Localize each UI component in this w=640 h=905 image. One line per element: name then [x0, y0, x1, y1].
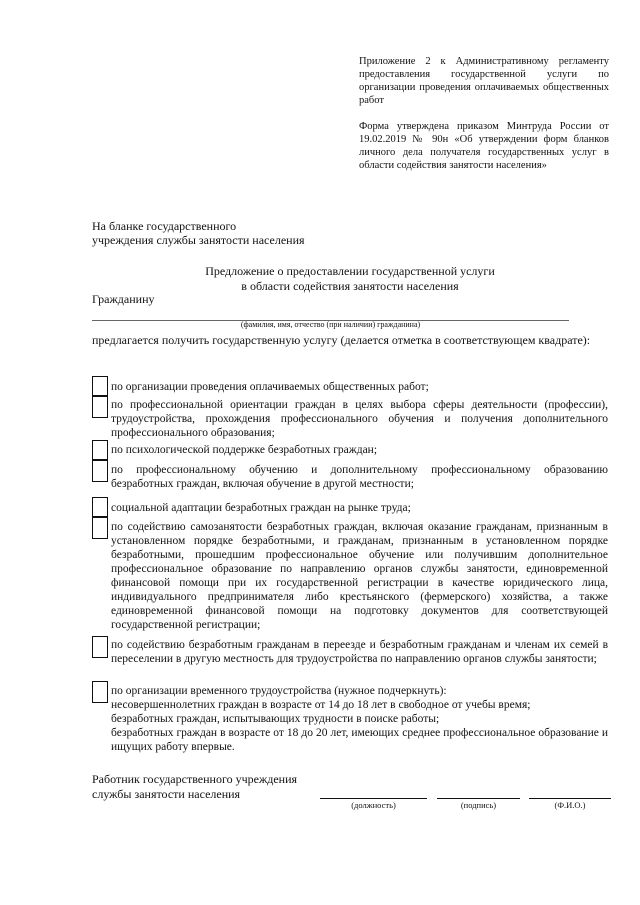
option-text-1: по организации проведения оплачиваемых общественных работ; — [111, 381, 429, 393]
worker-line-1: Работник государственного учреждения — [92, 772, 298, 786]
position-field[interactable] — [320, 798, 427, 799]
letterhead-note — [92, 219, 305, 247]
appendix-note: Приложение 2 к Административному регламенту предоставления государственной услуги по организации проведения оплачиваемых общественных работ — [359, 56, 609, 106]
form-approval-note: Форма утверждена приказом Минтруда России от 19.02.2019 № 90н «Об утверждении форм бланков личного дела получателя государственных услуг в области содействия занятости населения» — [359, 121, 609, 171]
fio-caption: (Ф.И.О.) — [554, 800, 586, 810]
offer-text: предлагается получить государственную услугу (делается отметка в соответствующем квадрате): — [92, 333, 591, 347]
worker-line-2: службы занятости населения — [92, 787, 241, 801]
option-checkbox-7[interactable] — [92, 636, 108, 658]
option-checkbox-6[interactable] — [92, 517, 108, 539]
option-checkbox-3[interactable] — [92, 440, 108, 460]
option-checkbox-1[interactable] — [92, 376, 108, 396]
option-text-8: по организации временного трудоустройства (нужное подчеркнуть): — [111, 685, 447, 697]
option-text-4: по профессиональному обучению и дополнительному профессиональному образованию безработных граждан, включая обучение в другой местности; — [111, 464, 608, 490]
temp-employment-sub-2: безработных граждан, испытывающих трудности в поиске работы; — [111, 713, 440, 725]
signature-caption: (подпись) — [460, 800, 497, 810]
option-text-7: по содействию безработным гражданам в переезде и безработным гражданам и членам их семей в переселении в другую местность для трудоустройства по направлению органов службы занятости; — [111, 639, 608, 665]
option-text-6: по содействию самозанятости безработных граждан, включая оказание гражданам, признанным в установленном порядке безработными, и гражданам, признанным в установленном порядке безработными, прошедшим профессиональное обучение или получившим дополнительное профессиональное образование по направлению органов службы занятости, единовременной финансовой помощи при их государственной регистрации в качестве юридического лица, индивидуального предпринимателя либо крестьянского (фермерского) хозяйства, а также единовременной финансовой помощи на подготовку документов для соответствующей государственной регистрации; — [111, 521, 608, 631]
title-line-1: Предложение о предоставлении государственной услуги — [205, 264, 495, 278]
option-text-5: социальной адаптации безработных граждан на рынке труда; — [111, 502, 411, 514]
fio-field[interactable] — [529, 798, 611, 799]
title-line-2: в области содействия занятости населения — [241, 279, 459, 293]
option-checkbox-5[interactable] — [92, 497, 108, 517]
citizen-name-caption: (фамилия, имя, отчество (при наличии) гражданина) — [240, 320, 421, 329]
worker-label — [92, 772, 297, 802]
option-text-3: по психологической поддержке безработных граждан; — [111, 444, 378, 456]
position-caption: (должность) — [351, 800, 396, 810]
document-title — [90, 264, 610, 294]
option-checkbox-4[interactable] — [92, 460, 108, 482]
temp-employment-sub-1: несовершеннолетних граждан в возрасте от 14 до 18 лет в свободное от учебы время; — [111, 699, 531, 711]
citizen-label: Гражданину — [92, 292, 155, 306]
option-text-2: по профессиональной ориентации граждан в целях выбора сферы деятельности (профессии), трудоустройства, прохождения профессионального обучения и получения дополнительного профессионального образования; — [111, 399, 608, 439]
letterhead-line-2: учреждения службы занятости населения — [92, 233, 305, 247]
option-checkbox-2[interactable] — [92, 396, 108, 418]
letterhead-line-1: На бланке государственного — [92, 219, 237, 233]
signature-field[interactable] — [437, 798, 520, 799]
header-block — [359, 55, 609, 185]
temp-employment-sub-3: безработных граждан в возрасте от 18 до 20 лет, имеющих среднее профессиональное образование и ищущих работу впервые. — [111, 727, 608, 753]
option-checkbox-8[interactable] — [92, 681, 108, 703]
